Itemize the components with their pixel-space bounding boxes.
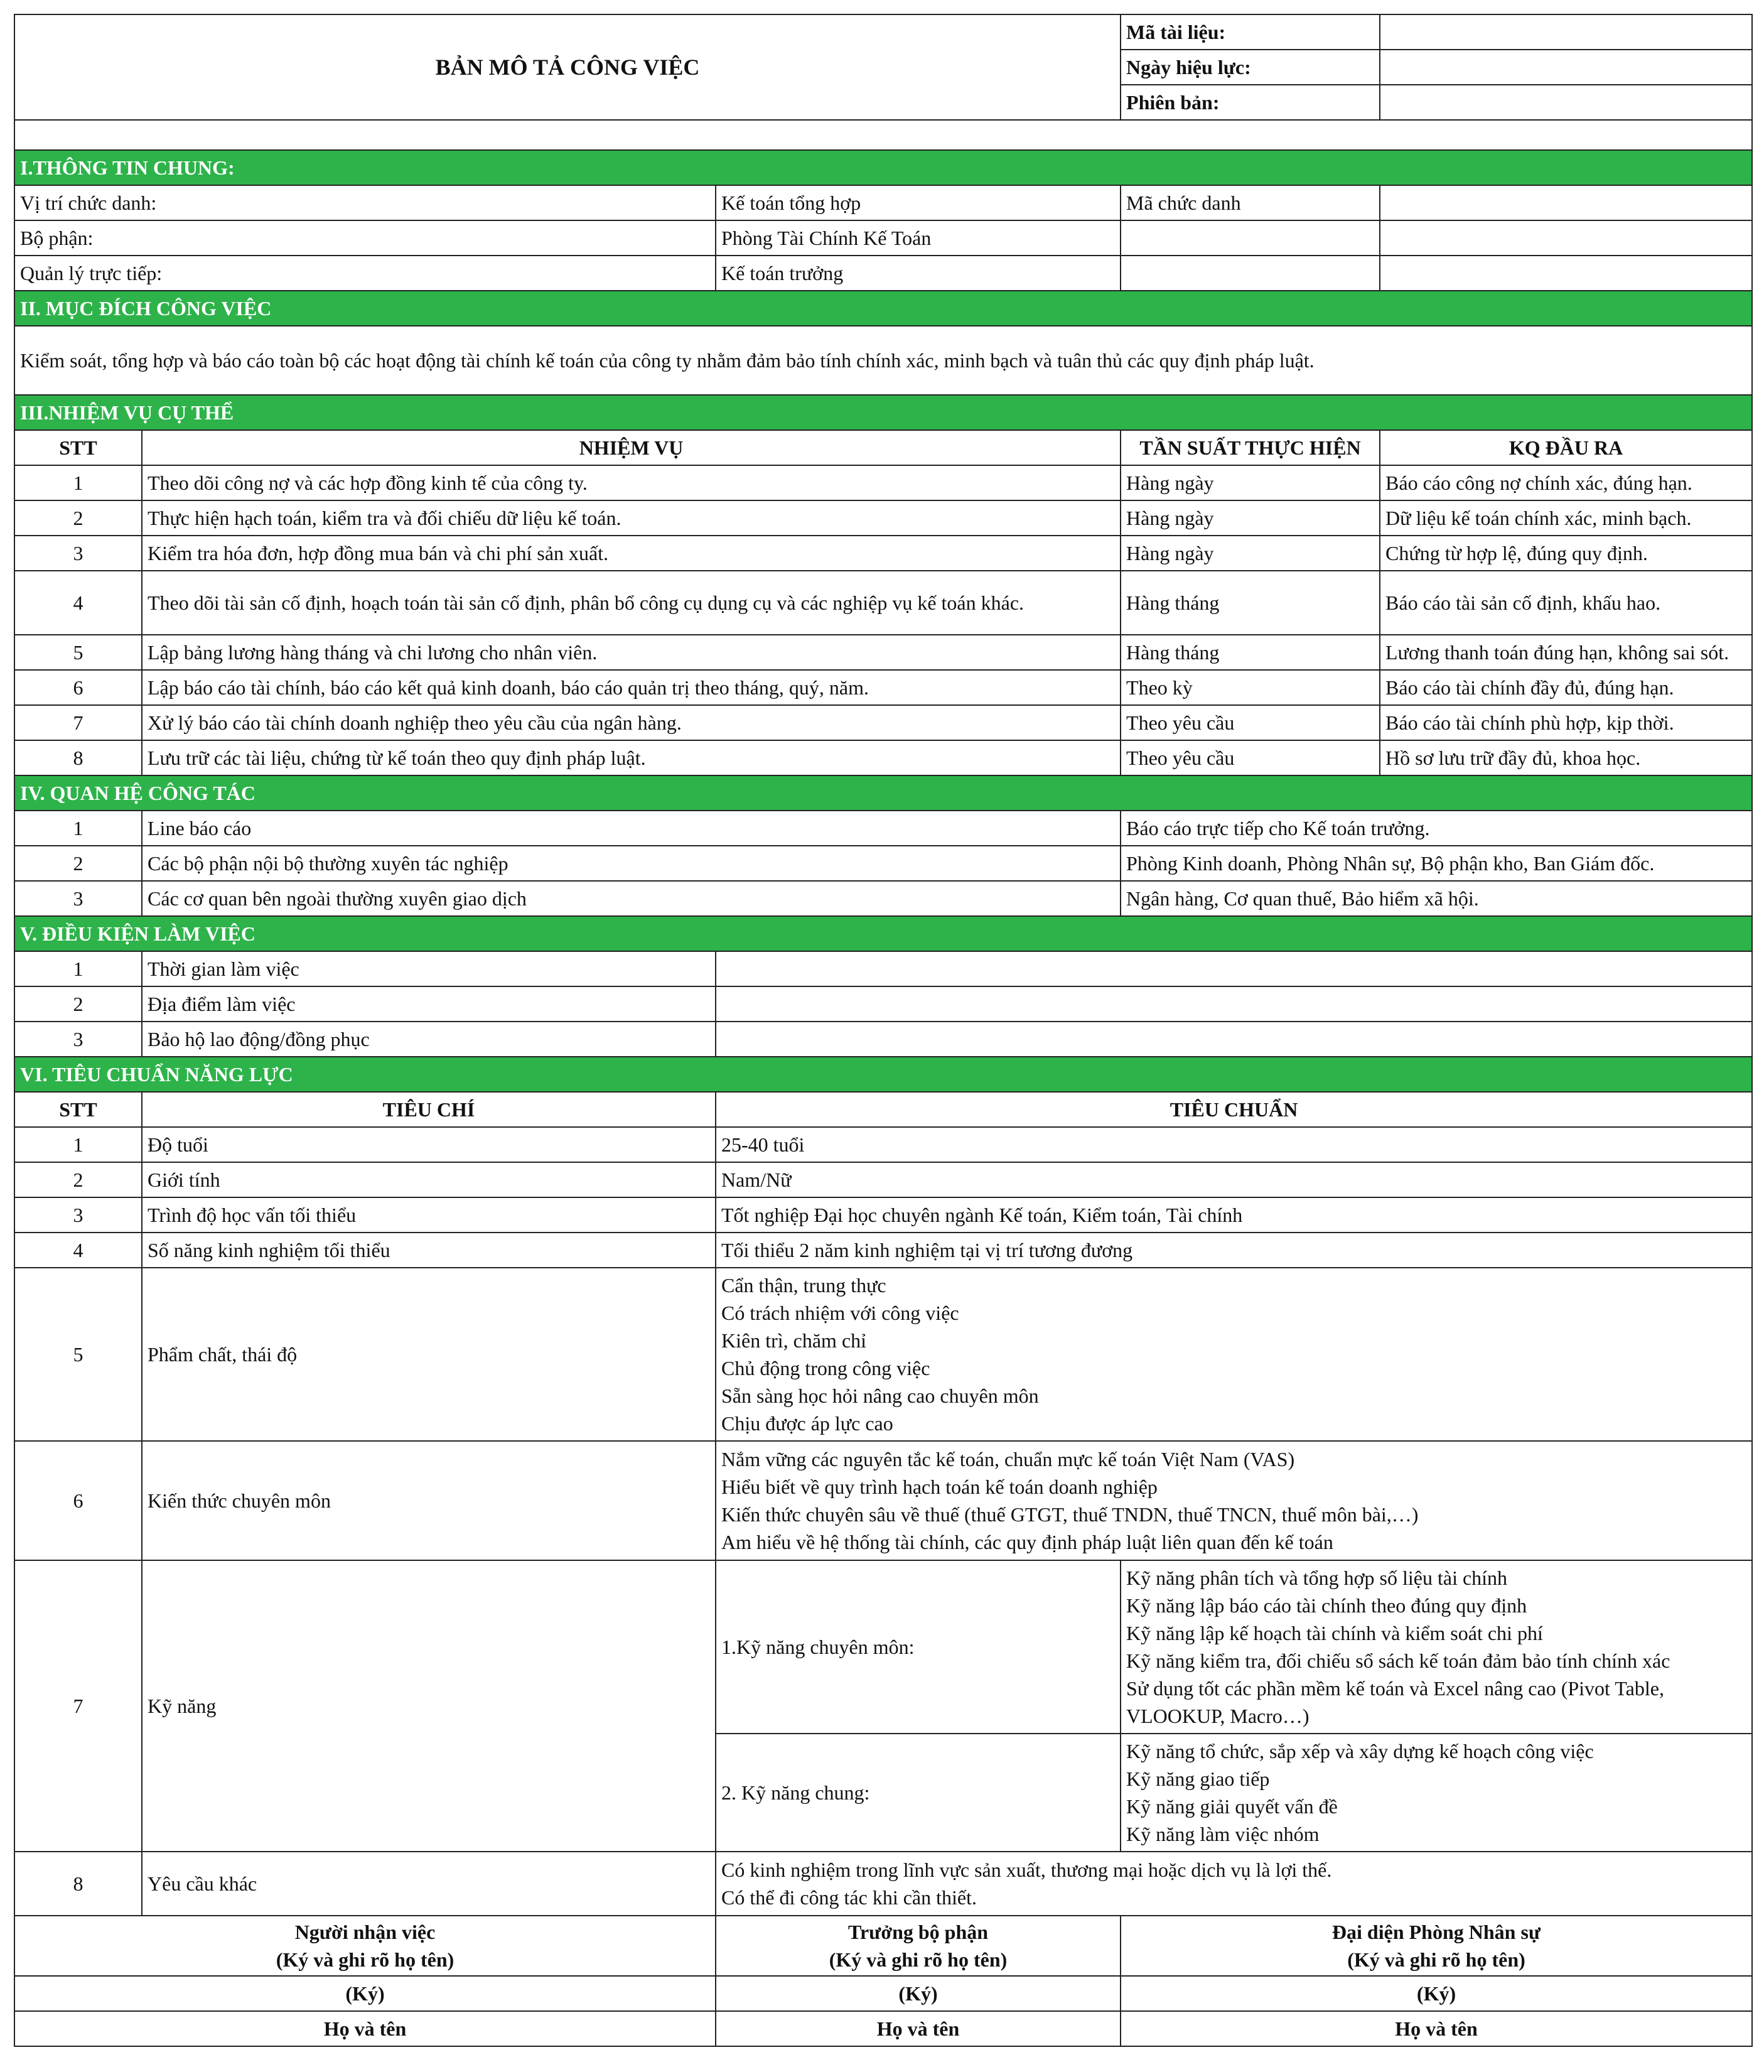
signature-receiver bbox=[14, 1916, 716, 1976]
skill-group-label: 1.Kỹ năng chuyên môn: bbox=[716, 1560, 1121, 1734]
competency-criteria: Kỹ năng bbox=[142, 1560, 716, 1852]
competency-header-stt: STT bbox=[14, 1092, 142, 1127]
skill-line: Kỹ năng phân tích và tổng hợp số liệu tài chính bbox=[1126, 1567, 1508, 1589]
task-row bbox=[14, 571, 1752, 635]
signature-note: (Ký và ghi rõ họ tên) bbox=[829, 1948, 1008, 1971]
relation-label: Line báo cáo bbox=[142, 811, 1121, 846]
competency-row bbox=[14, 1852, 1752, 1916]
condition-stt: 1 bbox=[14, 951, 142, 986]
info-row bbox=[14, 185, 1752, 220]
task-stt: 7 bbox=[14, 705, 142, 740]
task-text: Thực hiện hạch toán, kiểm tra và đối chiếu dữ liệu kế toán. bbox=[142, 500, 1121, 536]
competency-criteria: Trình độ học vấn tối thiểu bbox=[142, 1197, 716, 1233]
condition-value[interactable] bbox=[716, 951, 1752, 986]
section-conditions-title: V. ĐIỀU KIỆN LÀM VIỆC bbox=[14, 916, 1752, 951]
section-competency-title: VI. TIÊU CHUẨN NĂNG LỰC bbox=[14, 1057, 1752, 1092]
task-output: Báo cáo tài chính phù hợp, kịp thời. bbox=[1380, 705, 1752, 740]
condition-label: Bảo hộ lao động/đồng phục bbox=[142, 1022, 716, 1057]
competency-stt: 1 bbox=[14, 1127, 142, 1162]
standard-line: Sẵn sàng học hỏi nâng cao chuyên môn bbox=[721, 1384, 1039, 1407]
task-text: Theo dõi tài sản cố định, hoạch toán tài sản cố định, phân bổ công cụ dụng cụ và các nghiệp vụ kế toán khác. bbox=[142, 571, 1121, 635]
signature-name-box[interactable]: Họ và tên bbox=[716, 2011, 1121, 2046]
relation-row bbox=[14, 811, 1752, 846]
competency-standard-list bbox=[716, 1852, 1752, 1916]
task-frequency: Theo kỳ bbox=[1121, 670, 1380, 705]
signature-name-box[interactable]: Họ và tên bbox=[1121, 2011, 1752, 2046]
competency-standard: Nam/Nữ bbox=[716, 1162, 1752, 1197]
task-text: Theo dõi công nợ và các hợp đồng kinh tế của công ty. bbox=[142, 465, 1121, 500]
relation-stt: 3 bbox=[14, 881, 142, 916]
version-value[interactable] bbox=[1380, 85, 1752, 120]
competency-header-criteria: TIÊU CHÍ bbox=[142, 1092, 716, 1127]
standard-line: Kiến thức chuyên sâu về thuế (thuế GTGT, thuế TNDN, thuế TNCN, thuế môn bài,…) bbox=[721, 1503, 1419, 1526]
skill-group-list bbox=[1121, 1560, 1752, 1734]
task-row bbox=[14, 500, 1752, 536]
condition-row bbox=[14, 951, 1752, 986]
info-extra-value[interactable] bbox=[1380, 185, 1752, 220]
effective-date-value[interactable] bbox=[1380, 50, 1752, 85]
condition-row bbox=[14, 1022, 1752, 1057]
task-stt: 2 bbox=[14, 500, 142, 536]
task-frequency: Theo yêu cầu bbox=[1121, 705, 1380, 740]
info-label: Vị trí chức danh: bbox=[14, 185, 716, 220]
task-output: Lương thanh toán đúng hạn, không sai sót. bbox=[1380, 635, 1752, 670]
task-stt: 1 bbox=[14, 465, 142, 500]
competency-row bbox=[14, 1441, 1752, 1560]
info-value[interactable]: Kế toán tổng hợp bbox=[716, 185, 1121, 220]
competency-stt: 2 bbox=[14, 1162, 142, 1197]
standard-line: Có trách nhiệm với công việc bbox=[721, 1302, 959, 1324]
section-purpose-title: II. MỤC ĐÍCH CÔNG VIỆC bbox=[14, 291, 1752, 326]
task-stt: 6 bbox=[14, 670, 142, 705]
standard-line: Có thể đi công tác khi cần thiết. bbox=[721, 1886, 977, 1909]
task-output: Báo cáo tài sản cố định, khấu hao. bbox=[1380, 571, 1752, 635]
relation-value: Phòng Kinh doanh, Phòng Nhân sự, Bộ phận kho, Ban Giám đốc. bbox=[1121, 846, 1752, 881]
section-general-info-title: I.THÔNG TIN CHUNG: bbox=[14, 150, 1752, 185]
info-extra-label: Mã chức danh bbox=[1121, 185, 1380, 220]
info-extra-value[interactable] bbox=[1380, 256, 1752, 291]
task-row bbox=[14, 705, 1752, 740]
signature-hr bbox=[1121, 1916, 1752, 1976]
condition-row bbox=[14, 986, 1752, 1022]
competency-standard-list bbox=[716, 1268, 1752, 1441]
standard-line: Có kinh nghiệm trong lĩnh vực sản xuất, thương mại hoặc dịch vụ là lợi thế. bbox=[721, 1859, 1332, 1881]
info-label: Quản lý trực tiếp: bbox=[14, 256, 716, 291]
task-stt: 3 bbox=[14, 536, 142, 571]
skill-group-list bbox=[1121, 1734, 1752, 1852]
competency-stt: 8 bbox=[14, 1852, 142, 1916]
task-row bbox=[14, 740, 1752, 775]
purpose-text: Kiểm soát, tổng hợp và báo cáo toàn bộ các hoạt động tài chính kế toán của công ty nhằm đảm bảo tính chính xác, minh bạch và tuân thủ các quy định pháp luật. bbox=[14, 326, 1752, 395]
skill-line: Kỹ năng làm việc nhóm bbox=[1126, 1823, 1320, 1845]
signature-name-box[interactable]: Họ và tên bbox=[14, 2011, 716, 2046]
task-frequency: Hàng ngày bbox=[1121, 536, 1380, 571]
standard-line: Hiểu biết về quy trình hạch toán kế toán doanh nghiệp bbox=[721, 1476, 1158, 1498]
condition-label: Địa điểm làm việc bbox=[142, 986, 716, 1022]
info-extra-value[interactable] bbox=[1380, 220, 1752, 256]
relation-stt: 1 bbox=[14, 811, 142, 846]
task-stt: 4 bbox=[14, 571, 142, 635]
tasks-header-stt: STT bbox=[14, 430, 142, 465]
standard-line: Chịu được áp lực cao bbox=[721, 1412, 893, 1435]
task-row bbox=[14, 670, 1752, 705]
signature-department-head bbox=[716, 1916, 1121, 1976]
signature-sign-box[interactable]: (Ký) bbox=[716, 1976, 1121, 2011]
standard-line: Nắm vững các nguyên tắc kế toán, chuẩn mực kế toán Việt Nam (VAS) bbox=[721, 1448, 1295, 1470]
relation-label: Các bộ phận nội bộ thường xuyên tác nghiệp bbox=[142, 846, 1121, 881]
task-row bbox=[14, 465, 1752, 500]
competency-row bbox=[14, 1197, 1752, 1233]
competency-stt: 4 bbox=[14, 1233, 142, 1268]
task-row bbox=[14, 635, 1752, 670]
competency-row bbox=[14, 1560, 1752, 1734]
skill-line: Kỹ năng giải quyết vấn đề bbox=[1126, 1795, 1338, 1818]
competency-standard: 25-40 tuổi bbox=[716, 1127, 1752, 1162]
competency-criteria: Phẩm chất, thái độ bbox=[142, 1268, 716, 1441]
info-extra-label bbox=[1121, 256, 1380, 291]
task-output: Báo cáo công nợ chính xác, đúng hạn. bbox=[1380, 465, 1752, 500]
skill-line: VLOOKUP, Macro…) bbox=[1126, 1705, 1310, 1727]
task-row bbox=[14, 536, 1752, 571]
competency-criteria: Số năng kinh nghiệm tối thiểu bbox=[142, 1233, 716, 1268]
section-tasks-title: III.NHIỆM VỤ CỤ THỂ bbox=[14, 395, 1752, 430]
competency-standard: Tốt nghiệp Đại học chuyên ngành Kế toán, Kiểm toán, Tài chính bbox=[716, 1197, 1752, 1233]
skill-line: Kỹ năng lập báo cáo tài chính theo đúng quy định bbox=[1126, 1594, 1527, 1617]
condition-label: Thời gian làm việc bbox=[142, 951, 716, 986]
info-extra-label bbox=[1121, 220, 1380, 256]
task-frequency: Theo yêu cầu bbox=[1121, 740, 1380, 775]
competency-standard: Tối thiểu 2 năm kinh nghiệm tại vị trí tương đương bbox=[716, 1233, 1752, 1268]
signature-sign-box[interactable]: (Ký) bbox=[1121, 1976, 1752, 2011]
doc-code-value[interactable] bbox=[1380, 14, 1752, 50]
relation-row bbox=[14, 881, 1752, 916]
info-row bbox=[14, 220, 1752, 256]
spacer-row bbox=[14, 120, 1752, 150]
condition-stt: 2 bbox=[14, 986, 142, 1022]
version-label: Phiên bản: bbox=[1121, 85, 1380, 120]
info-label: Bộ phận: bbox=[14, 220, 716, 256]
job-description-sheet bbox=[14, 14, 1751, 2047]
skill-line: Sử dụng tốt các phần mềm kế toán và Excel nâng cao (Pivot Table, bbox=[1126, 1677, 1664, 1700]
task-stt: 5 bbox=[14, 635, 142, 670]
skill-line: Kỹ năng lập kế hoạch tài chính và kiểm soát chi phí bbox=[1126, 1622, 1543, 1644]
tasks-header-frequency: TẦN SUẤT THỰC HIỆN bbox=[1121, 430, 1380, 465]
signature-role: Đại diện Phòng Nhân sự bbox=[1331, 1921, 1541, 1943]
info-value[interactable]: Phòng Tài Chính Kế Toán bbox=[716, 220, 1121, 256]
competency-row bbox=[14, 1127, 1752, 1162]
competency-stt: 3 bbox=[14, 1197, 142, 1233]
competency-criteria: Độ tuổi bbox=[142, 1127, 716, 1162]
relation-row bbox=[14, 846, 1752, 881]
skill-line: Kỹ năng kiểm tra, đối chiếu sổ sách kế toán đảm bảo tính chính xác bbox=[1126, 1649, 1670, 1672]
tasks-header-task: NHIỆM VỤ bbox=[142, 430, 1121, 465]
task-frequency: Hàng ngày bbox=[1121, 465, 1380, 500]
task-text: Kiểm tra hóa đơn, hợp đồng mua bán và chi phí sản xuất. bbox=[142, 536, 1121, 571]
skill-line: Kỹ năng tổ chức, sắp xếp và xây dựng kế hoạch công việc bbox=[1126, 1740, 1594, 1762]
effective-date-label: Ngày hiệu lực: bbox=[1121, 50, 1380, 85]
task-frequency: Hàng tháng bbox=[1121, 571, 1380, 635]
relation-value: Báo cáo trực tiếp cho Kế toán trưởng. bbox=[1121, 811, 1752, 846]
relation-value: Ngân hàng, Cơ quan thuế, Bảo hiểm xã hội. bbox=[1121, 881, 1752, 916]
job-description-table bbox=[14, 14, 1753, 2047]
competency-criteria: Giới tính bbox=[142, 1162, 716, 1197]
standard-line: Kiên trì, chăm chỉ bbox=[721, 1329, 867, 1352]
task-text: Xử lý báo cáo tài chính doanh nghiệp theo yêu cầu của ngân hàng. bbox=[142, 705, 1121, 740]
task-text: Lưu trữ các tài liệu, chứng từ kế toán theo quy định pháp luật. bbox=[142, 740, 1121, 775]
relation-stt: 2 bbox=[14, 846, 142, 881]
tasks-header-output: KQ ĐẦU RA bbox=[1380, 430, 1752, 465]
task-text: Lập bảng lương hàng tháng và chi lương cho nhân viên. bbox=[142, 635, 1121, 670]
competency-stt: 5 bbox=[14, 1268, 142, 1441]
competency-criteria: Kiến thức chuyên môn bbox=[142, 1441, 716, 1560]
competency-standard-list bbox=[716, 1441, 1752, 1560]
standard-line: Am hiểu về hệ thống tài chính, các quy định pháp luật liên quan đến kế toán bbox=[721, 1531, 1333, 1553]
competency-row bbox=[14, 1268, 1752, 1441]
condition-value[interactable] bbox=[716, 1022, 1752, 1057]
doc-code-label: Mã tài liệu: bbox=[1121, 14, 1380, 50]
condition-stt: 3 bbox=[14, 1022, 142, 1057]
standard-line: Cẩn thận, trung thực bbox=[721, 1274, 886, 1297]
task-output: Chứng từ hợp lệ, đúng quy định. bbox=[1380, 536, 1752, 571]
task-output: Báo cáo tài chính đầy đủ, đúng hạn. bbox=[1380, 670, 1752, 705]
task-stt: 8 bbox=[14, 740, 142, 775]
task-text: Lập báo cáo tài chính, báo cáo kết quả kinh doanh, báo cáo quản trị theo tháng, quý, năm. bbox=[142, 670, 1121, 705]
signature-sign-box[interactable]: (Ký) bbox=[14, 1976, 716, 2011]
skill-group-label: 2. Kỹ năng chung: bbox=[716, 1734, 1121, 1852]
task-frequency: Hàng tháng bbox=[1121, 635, 1380, 670]
competency-criteria: Yêu cầu khác bbox=[142, 1852, 716, 1916]
info-value[interactable]: Kế toán trưởng bbox=[716, 256, 1121, 291]
competency-stt: 7 bbox=[14, 1560, 142, 1852]
signature-note: (Ký và ghi rõ họ tên) bbox=[1347, 1948, 1525, 1971]
section-relations-title: IV. QUAN HỆ CÔNG TÁC bbox=[14, 775, 1752, 811]
standard-line: Chủ động trong công việc bbox=[721, 1357, 930, 1379]
info-row bbox=[14, 256, 1752, 291]
signature-role: Trưởng bộ phận bbox=[847, 1921, 989, 1943]
condition-value[interactable] bbox=[716, 986, 1752, 1022]
relation-label: Các cơ quan bên ngoài thường xuyên giao dịch bbox=[142, 881, 1121, 916]
competency-header-standard: TIÊU CHUẨN bbox=[716, 1092, 1752, 1127]
signature-note: (Ký và ghi rõ họ tên) bbox=[276, 1948, 454, 1971]
competency-row bbox=[14, 1233, 1752, 1268]
task-output: Dữ liệu kế toán chính xác, minh bạch. bbox=[1380, 500, 1752, 536]
competency-stt: 6 bbox=[14, 1441, 142, 1560]
document-title: BẢN MÔ TẢ CÔNG VIỆC bbox=[14, 14, 1121, 120]
skill-line: Kỹ năng giao tiếp bbox=[1126, 1767, 1270, 1790]
task-output: Hồ sơ lưu trữ đầy đủ, khoa học. bbox=[1380, 740, 1752, 775]
signature-role: Người nhận việc bbox=[294, 1921, 436, 1943]
task-frequency: Hàng ngày bbox=[1121, 500, 1380, 536]
competency-row bbox=[14, 1162, 1752, 1197]
